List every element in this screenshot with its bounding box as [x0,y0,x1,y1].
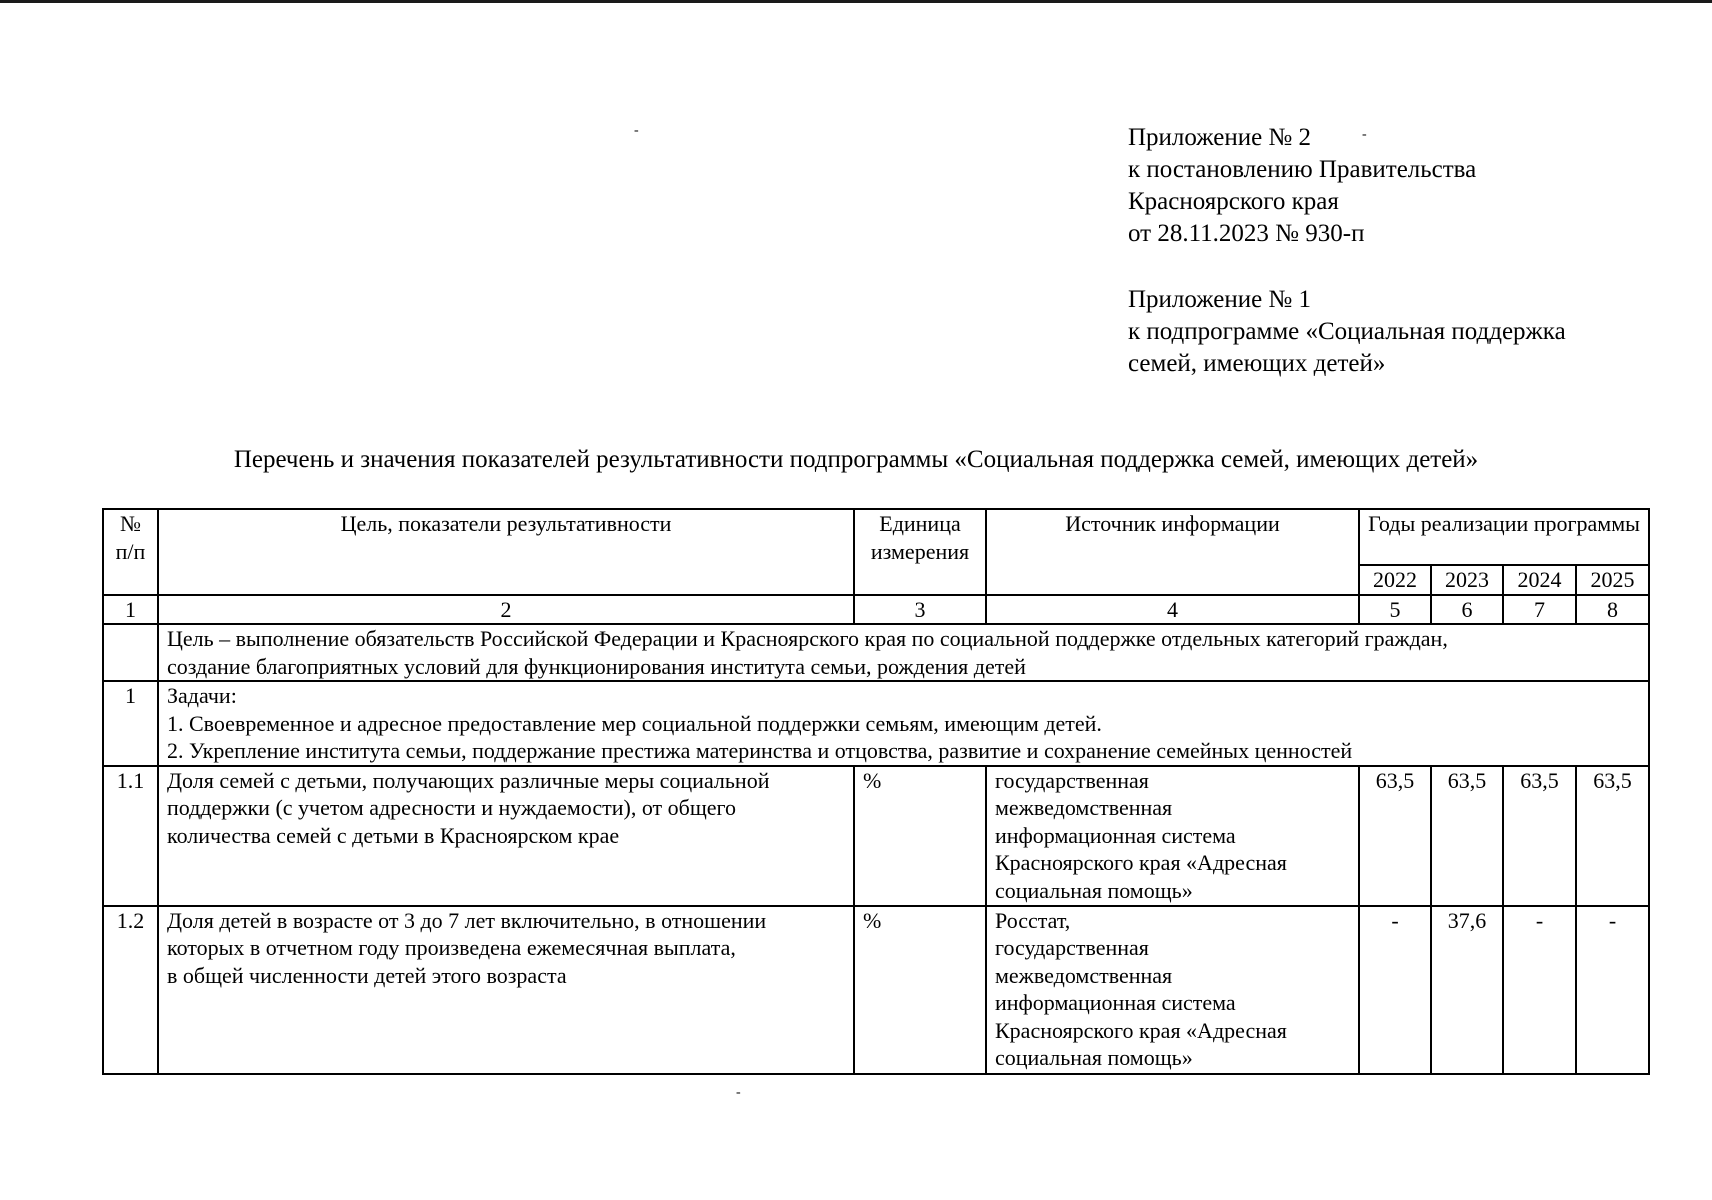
table-row [103,766,1649,906]
goal-number-cell [103,624,158,681]
stray-dash-mark: - [634,123,639,138]
tasks-text: Задачи: 1. Своевременное и адресное предоставление мер социальной поддержки семьям, имеющим детей. 2. Укрепление института семьи, поддержание престижа материнства и отцовства, развитие и сохранение семейных ценностей [158,681,1649,766]
row-number: 1.2 [103,906,158,1074]
stray-dash-mark: - [736,1085,741,1100]
row-source: Росстат, государственная межведомственная информационная система Красноярского края «Адресная социальная помощь» [986,906,1359,1074]
appendix-1-line: Приложение № 1 [1128,286,1312,313]
header-year: 2025 [1576,565,1649,595]
row-indicator: Доля детей в возрасте от 3 до 7 лет включительно, в отношении которых в отчетном году произведена ежемесячная выплата, в общей численности детей этого возраста [158,906,854,1074]
header-year: 2024 [1503,565,1576,595]
table-row [103,906,1649,1074]
row-value-2024: 63,5 [1503,766,1576,906]
goal-text: Цель – выполнение обязательств Российской Федерации и Красноярского края по социальной поддержке отдельных категорий граждан, создание благоприятных условий для функционирования института семьи, рождения детей [158,624,1649,681]
row-unit: % [854,906,986,1074]
header-year: 2023 [1431,565,1503,595]
appendix-1-heading [1128,284,1566,380]
indicators-table [102,508,1650,1075]
row-source: государственная межведомственная информационная система Красноярского края «Адресная социальная помощь» [986,766,1359,906]
row-value-2023: 37,6 [1431,906,1503,1074]
tasks-number: 1 [103,681,158,766]
row-value-2025: 63,5 [1576,766,1649,906]
document-title: Перечень и значения показателей результативности подпрограммы «Социальная поддержка семей, имеющих детей» [233,446,1479,473]
column-number: 2 [158,595,854,625]
goal-row [103,624,1649,681]
column-numbers-row [103,595,1649,625]
row-number: 1.1 [103,766,158,906]
header-unit: Единица измерения [854,509,986,595]
appendix-2-heading [1128,122,1476,250]
column-number: 1 [103,595,158,625]
appendix-1-line: семей, имеющих детей» [1128,350,1386,377]
column-number: 6 [1431,595,1503,625]
table-header-row [103,509,1649,565]
column-number: 8 [1576,595,1649,625]
appendix-2-line: Приложение № 2 [1128,124,1312,151]
header-year: 2022 [1359,565,1431,595]
row-indicator: Доля семей с детьми, получающих различные меры социальной поддержки (с учетом адресности и нуждаемости), от общего количества семей с детьми в Красноярском крае [158,766,854,906]
column-number: 3 [854,595,986,625]
header-source: Источник информации [986,509,1359,595]
row-value-2025: - [1576,906,1649,1074]
row-value-2024: - [1503,906,1576,1074]
column-number: 7 [1503,595,1576,625]
stray-dash-mark: - [1362,127,1367,142]
header-goal-indicators: Цель, показатели результативности [158,509,854,595]
row-value-2023: 63,5 [1431,766,1503,906]
column-number: 5 [1359,595,1431,625]
appendix-2-line: Красноярского края [1128,188,1339,215]
tasks-row [103,681,1649,766]
appendix-2-line: от 28.11.2023 № 930-п [1128,220,1365,247]
column-number: 4 [986,595,1359,625]
row-unit: % [854,766,986,906]
scan-top-edge [0,0,1712,3]
header-number: № п/п [103,509,158,595]
row-value-2022: - [1359,906,1431,1074]
header-years-group: Годы реализации программы [1359,509,1649,565]
row-value-2022: 63,5 [1359,766,1431,906]
appendix-1-line: к подпрограмме «Социальная поддержка [1128,318,1566,345]
appendix-2-line: к постановлению Правительства [1128,156,1477,183]
